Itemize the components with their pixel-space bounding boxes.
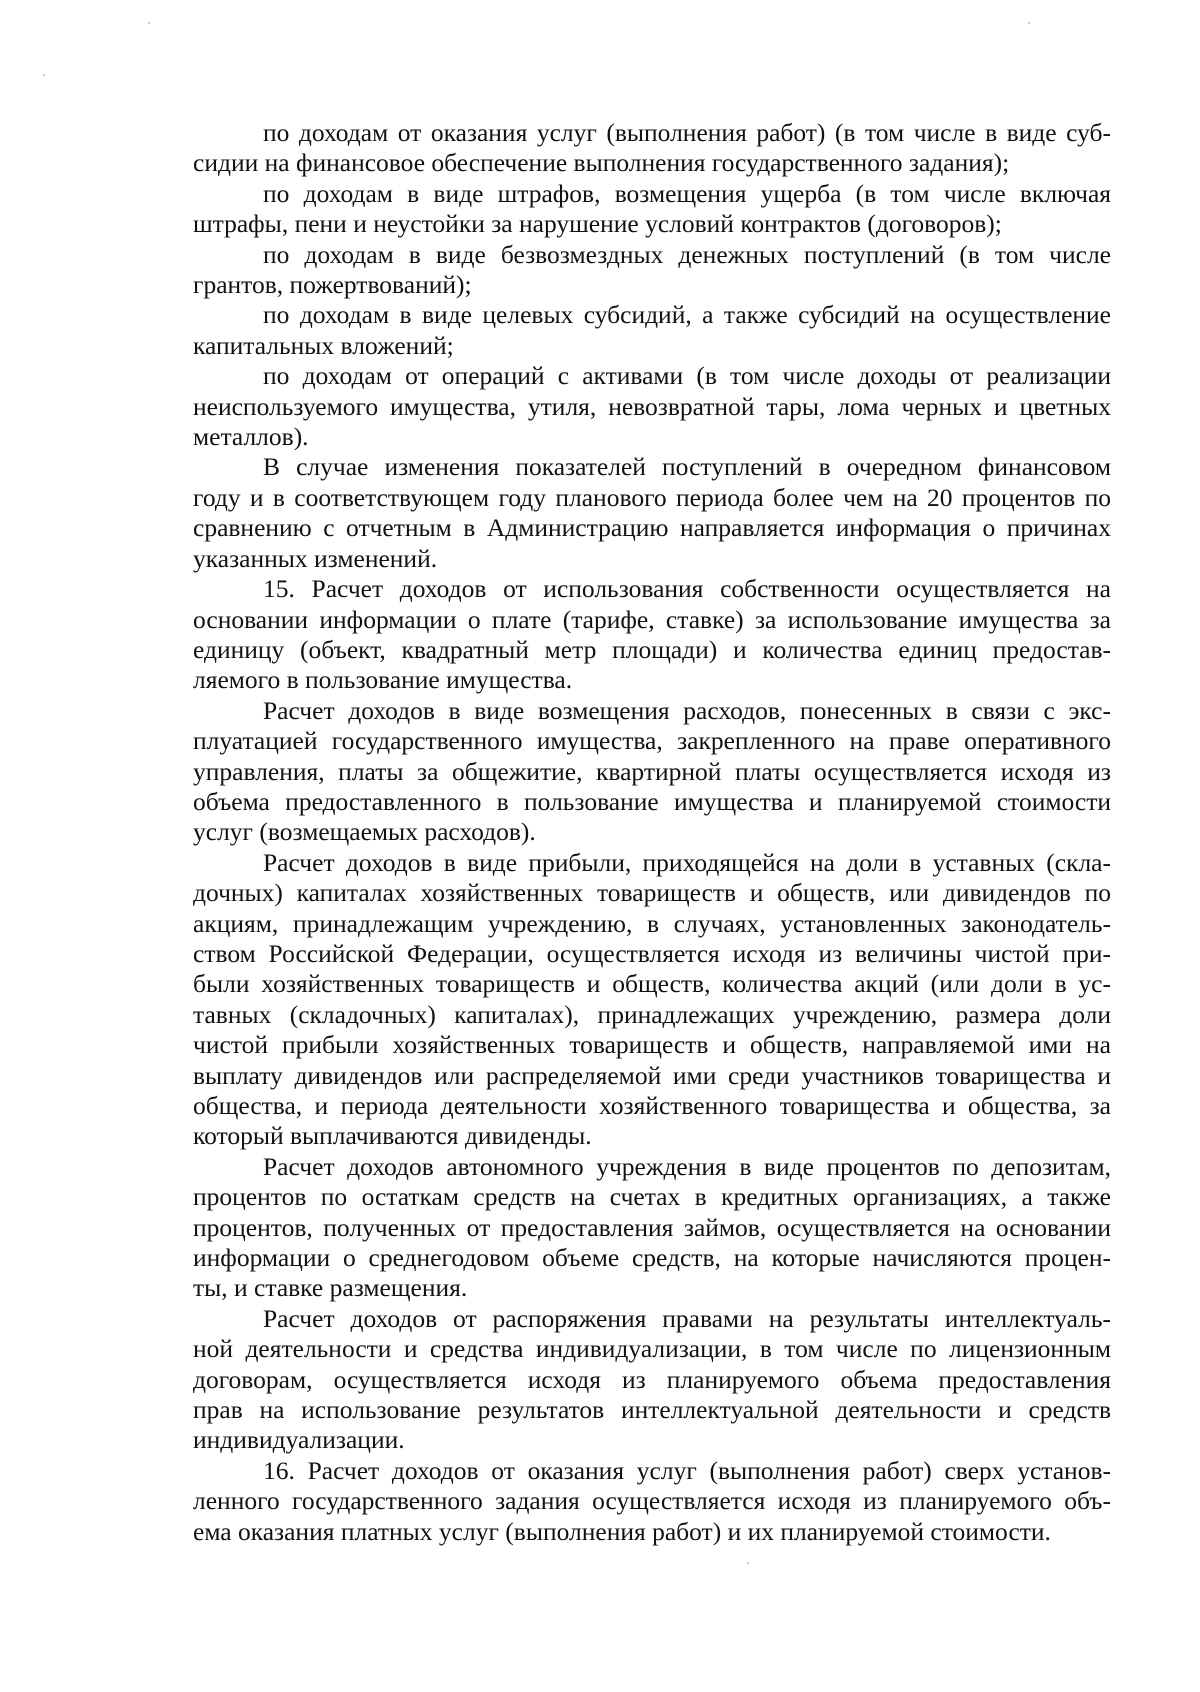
- paragraph: [193, 452, 1111, 574]
- text-line: сидии на финансовое обеспечение выполнения государственного задания);: [193, 148, 1010, 178]
- text-line: указанных изменений.: [193, 543, 438, 573]
- paragraph: [193, 240, 1111, 301]
- text-line: акциям, принадлежащим учреждению, в случаях, установленных законодатель-: [193, 908, 1111, 938]
- paragraph: [193, 361, 1111, 452]
- paragraph: [193, 696, 1111, 848]
- text-line: Расчет доходов автономного учреждения в виде процентов по депозитам,: [263, 1151, 1111, 1181]
- text-line: общества, и периода деятельности хозяйственного товарищества и общества, за: [193, 1091, 1111, 1120]
- text-line: Расчет доходов в виде прибыли, приходящейся на доли в уставных (скла-: [263, 847, 1111, 877]
- paragraph: [193, 574, 1111, 696]
- text-line: информации о среднегодовом объеме средств, на которые начисляются процен-: [193, 1243, 1111, 1273]
- text-line: процентов по остаткам средств на счетах в кредитных организациях, а также: [193, 1182, 1111, 1212]
- text-line: ной деятельности и средства индивидуализации, в том числе по лицензионным: [193, 1334, 1111, 1364]
- text-line: грантов, пожертвований);: [193, 270, 472, 300]
- text-line: по доходам в виде штрафов, возмещения ущерба (в том числе включая: [263, 178, 1111, 208]
- text-line: по доходам в виде целевых субсидий, а также субсидий на осуществление: [263, 300, 1111, 330]
- text-line: дочных) капиталах хозяйственных товариществ и обществ, или дивидендов по: [193, 878, 1111, 908]
- paragraph: [193, 1456, 1111, 1547]
- text-line: ты, и ставке размещения.: [193, 1273, 468, 1303]
- text-line: объема предоставленного в пользование имущества и планируемой стоимости: [193, 786, 1111, 816]
- text-line: плуатацией государственного имущества, закрепленного на праве оперативного: [193, 726, 1111, 756]
- document-body: [193, 118, 1111, 1547]
- text-line: году и в соответствующем году планового периода более чем на 20 процентов по: [193, 482, 1111, 512]
- text-line: по доходам в виде безвозмездных денежных поступлений (в том числе: [263, 239, 1111, 269]
- text-line: услуг (возмещаемых расходов).: [193, 817, 536, 847]
- text-line: ема оказания платных услуг (выполнения работ) и их планируемой стоимости.: [193, 1516, 1051, 1546]
- text-line: сравнению с отчетным в Администрацию направляется информация о причинах: [193, 513, 1111, 543]
- text-line: тавных (складочных) капиталах), принадлежащих учреждению, размера доли: [193, 999, 1111, 1029]
- scan-speck: [43, 74, 45, 76]
- text-line: индивидуализации.: [193, 1425, 405, 1455]
- paragraph: [193, 1304, 1111, 1456]
- scan-speck: [148, 22, 150, 24]
- text-line: металлов).: [193, 422, 309, 452]
- text-line: были хозяйственных товариществ и обществ, количества акций (или доли в ус-: [193, 969, 1111, 999]
- paragraph: [193, 118, 1111, 179]
- text-line: штрафы, пени и неустойки за нарушение условий контрактов (договоров);: [193, 209, 1002, 239]
- text-line: 15. Расчет доходов от использования собственности осуществляется на: [263, 574, 1111, 604]
- text-line: Расчет доходов в виде возмещения расходов, понесенных в связи с экс-: [263, 695, 1111, 725]
- text-line: неиспользуемого имущества, утиля, невозвратной тары, лома черных и цветных: [193, 391, 1111, 421]
- text-line: по доходам от операций с активами (в том числе доходы от реализации: [263, 361, 1111, 391]
- text-line: чистой прибыли хозяйственных товариществ и обществ, направляемой ими на: [193, 1030, 1111, 1060]
- text-line: основании информации о плате (тарифе, ставке) за использование имущества за: [193, 604, 1111, 634]
- scan-speck: [747, 1562, 749, 1564]
- text-line: капитальных вложений;: [193, 330, 454, 360]
- text-line: В случае изменения показателей поступлений в очередном финансовом: [263, 452, 1111, 482]
- text-line: договорам, осуществляется исходя из планируемого объема предоставления: [193, 1364, 1111, 1394]
- text-line: выплату дивидендов или распределяемой ими среди участников товарищества и: [193, 1060, 1111, 1090]
- text-line: по доходам от оказания услуг (выполнения работ) (в том числе в виде суб-: [263, 118, 1111, 147]
- text-line: ством Российской Федерации, осуществляется исходя из величины чистой при-: [193, 938, 1111, 968]
- text-line: ляемого в пользование имущества.: [193, 665, 573, 695]
- text-line: Расчет доходов от распоряжения правами на результаты интеллектуаль-: [263, 1303, 1111, 1333]
- text-line: прав на использование результатов интеллектуальной деятельности и средств: [193, 1395, 1111, 1425]
- paragraph: [193, 1152, 1111, 1304]
- text-line: ленного государственного задания осуществляется исходя из планируемого объ-: [193, 1486, 1111, 1516]
- scan-speck: [1028, 22, 1030, 24]
- text-line: процентов, полученных от предоставления займов, осуществляется на основании: [193, 1212, 1111, 1242]
- paragraph: [193, 300, 1111, 361]
- paragraph: [193, 179, 1111, 240]
- text-line: 16. Расчет доходов от оказания услуг (выполнения работ) сверх установ-: [263, 1455, 1111, 1485]
- text-line: который выплачиваются дивиденды.: [193, 1121, 592, 1151]
- paragraph: [193, 848, 1111, 1152]
- text-line: единицу (объект, квадратный метр площади) и количества единиц предостав-: [193, 634, 1111, 664]
- text-line: управления, платы за общежитие, квартирной платы осуществляется исходя из: [193, 756, 1111, 786]
